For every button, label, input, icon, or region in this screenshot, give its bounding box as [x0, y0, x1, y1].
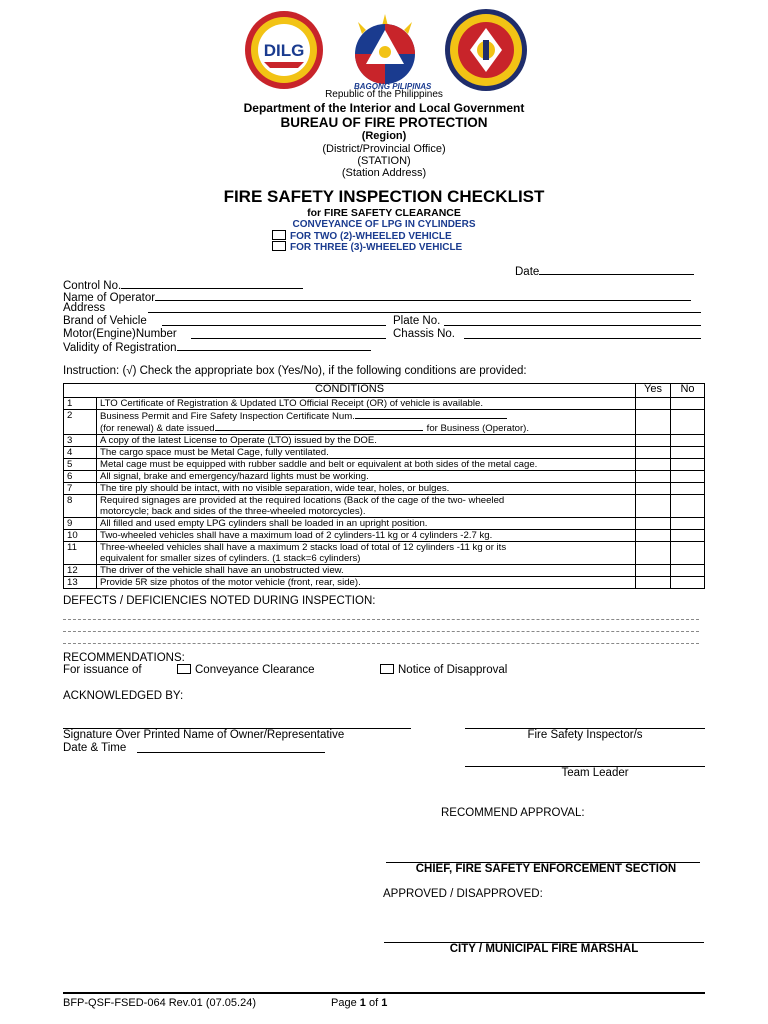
condition-line: LTO Certificate of Registration & Updated LTO Official Receipt (OR) of vehicle is available. — [100, 398, 484, 409]
condition-line: Three-wheeled vehicles shall have a maximum 2 stacks load of total of 12 cylinders -11 kg or its — [100, 542, 507, 553]
date-issued-blank[interactable] — [215, 422, 423, 431]
table-row — [64, 435, 705, 447]
form-subtitle: for FIRE SAFETY CLEARANCE — [307, 207, 461, 219]
date-time-label: Date & Time — [63, 742, 127, 754]
condition-text — [97, 577, 636, 589]
no-checkbox-cell[interactable] — [671, 577, 705, 589]
table-row — [64, 577, 705, 589]
table-row — [64, 471, 705, 483]
fsic-number-blank[interactable] — [355, 410, 507, 419]
condition-line: Provide 5R size photos of the motor vehicle (front, rear, side). — [100, 577, 361, 588]
condition-text — [97, 530, 636, 542]
condition-text — [97, 483, 636, 495]
chief-label: CHIEF, FIRE SAFETY ENFORCEMENT SECTION — [415, 863, 677, 875]
district-text: (District/Provincial Office) — [322, 143, 446, 155]
plate-label: Plate No. — [393, 315, 441, 327]
operator-label: Name of Operator — [63, 292, 156, 304]
no-checkbox-cell[interactable] — [671, 542, 705, 565]
validity-field[interactable] — [63, 340, 371, 354]
yes-checkbox-cell[interactable] — [636, 530, 671, 542]
defects-label: DEFECTS / DEFICIENCIES NOTED DURING INSPECTION: — [63, 595, 376, 607]
table-row — [64, 483, 705, 495]
condition-line: All signal, brake and emergency/hazard lights must be working. — [100, 471, 369, 482]
condition-text — [97, 471, 636, 483]
marshal-label: CITY / MUNICIPAL FIRE MARSHAL — [449, 943, 639, 955]
chassis-label: Chassis No. — [393, 328, 455, 340]
yes-checkbox-cell[interactable] — [636, 435, 671, 447]
table-row — [64, 495, 705, 518]
dilg-seal-icon — [238, 10, 330, 90]
disapproval-label: Notice of Disapproval — [398, 664, 508, 676]
bureau-text: BUREAU OF FIRE PROTECTION — [280, 115, 488, 130]
motor-label: Motor(Engine)Number — [63, 328, 177, 340]
condition-text — [97, 435, 636, 447]
yes-checkbox-cell[interactable] — [636, 471, 671, 483]
yes-checkbox-cell[interactable] — [636, 577, 671, 589]
owner-signature-label: Signature Over Printed Name of Owner/Representative — [63, 729, 345, 741]
department-text: Department of the Interior and Local Government — [243, 101, 525, 115]
inspector-label: Fire Safety Inspector/s — [527, 729, 643, 741]
condition-text — [97, 398, 636, 410]
condition-text — [97, 447, 636, 459]
condition-number: 7 — [64, 483, 97, 495]
no-checkbox-cell[interactable] — [671, 410, 705, 435]
condition-number: 4 — [64, 447, 97, 459]
condition-number: 1 — [64, 398, 97, 410]
form-code: BFP-QSF-FSED-064 Rev.01 (07.05.24) — [63, 997, 256, 1009]
condition-line: Required signages are provided at the required locations (Back of the cage of the two- wheeled — [100, 495, 505, 506]
option-conveyance-clearance — [177, 664, 315, 676]
condition-line: Business Permit and Fire Safety Inspection Certificate Num. — [100, 411, 355, 422]
approved-label: APPROVED / DISAPPROVED: — [383, 888, 543, 900]
republic-text: Republic of the Philippines — [325, 89, 443, 100]
condition-number: 10 — [64, 530, 97, 542]
no-checkbox-cell[interactable] — [671, 565, 705, 577]
no-checkbox-cell[interactable] — [671, 483, 705, 495]
condition-text — [97, 565, 636, 577]
clearance-checkbox[interactable] — [177, 664, 191, 674]
table-row — [64, 518, 705, 530]
no-checkbox-cell[interactable] — [671, 459, 705, 471]
condition-number: 12 — [64, 565, 97, 577]
bagong-pilipinas-text: BAGONG PILIPINAS — [354, 82, 432, 91]
condition-line: All filled and used empty LPG cylinders shall be loaded in an upright position. — [100, 518, 428, 529]
motor-field[interactable] — [63, 328, 177, 340]
condition-text — [97, 495, 636, 518]
conditions-header: CONDITIONS — [64, 384, 636, 398]
no-checkbox-cell[interactable] — [671, 398, 705, 410]
chassis-field[interactable] — [393, 328, 455, 340]
yes-checkbox-cell[interactable] — [636, 542, 671, 565]
recommendations-label: RECOMMENDATIONS: — [63, 652, 185, 664]
table-row — [64, 447, 705, 459]
condition-number: 6 — [64, 471, 97, 483]
yes-checkbox-cell[interactable] — [636, 495, 671, 518]
instruction-text: Instruction: (√) Check the appropriate box (Yes/No), if the following conditions are provided: — [63, 365, 527, 377]
condition-number: 11 — [64, 542, 97, 565]
plate-field[interactable] — [393, 315, 440, 327]
table-header-row — [64, 384, 705, 398]
no-checkbox-cell[interactable] — [671, 495, 705, 518]
no-checkbox-cell[interactable] — [671, 447, 705, 459]
table-row — [64, 398, 705, 410]
table-row — [64, 565, 705, 577]
three-wheeled-checkbox[interactable] — [272, 241, 286, 251]
clearance-label: Conveyance Clearance — [195, 664, 315, 676]
yes-checkbox-cell[interactable] — [636, 398, 671, 410]
condition-line: motorcycle; back and sides of the three-wheeled motorcycles). — [100, 506, 366, 517]
condition-number: 8 — [64, 495, 97, 518]
no-checkbox-cell[interactable] — [671, 518, 705, 530]
control-no-label: Control No. — [63, 280, 122, 292]
condition-text — [97, 542, 636, 565]
yes-checkbox-cell[interactable] — [636, 447, 671, 459]
condition-number: 3 — [64, 435, 97, 447]
defects-line-1[interactable] — [63, 619, 699, 620]
table-row — [64, 530, 705, 542]
dilg-text: DILG — [263, 41, 305, 60]
table-row — [64, 542, 705, 565]
yes-checkbox-cell[interactable] — [636, 483, 671, 495]
station-text: (STATION) — [357, 155, 411, 167]
condition-line: The driver of the vehicle shall have an unobstructed view. — [100, 565, 344, 576]
page-of: of — [368, 997, 379, 1009]
date-field[interactable] — [515, 264, 694, 278]
condition-text — [97, 518, 636, 530]
table-row — [64, 410, 705, 435]
team-leader-label: Team Leader — [561, 767, 629, 779]
validity-label: Validity of Registration — [63, 342, 177, 354]
yes-checkbox-cell[interactable] — [636, 565, 671, 577]
address-label: Address — [63, 302, 106, 314]
form-title: FIRE SAFETY INSPECTION CHECKLIST — [223, 187, 545, 206]
for-issuance-label: For issuance of — [63, 664, 142, 676]
condition-line: The tire ply should be intact, with no visible separation, wide tear, holes, or bulges. — [100, 483, 450, 494]
no-header: No — [671, 384, 705, 398]
condition-text — [97, 459, 636, 471]
option-three-wheeled — [272, 241, 462, 253]
brand-field[interactable] — [63, 315, 147, 327]
address-field[interactable] — [63, 302, 105, 314]
page-current: 1 — [359, 997, 366, 1009]
conditions-table — [63, 383, 705, 589]
condition-text — [97, 410, 636, 435]
condition-line: Metal cage must be equipped with rubber saddle and belt or equivalent at both sides of the metal cage. — [100, 459, 538, 470]
no-checkbox-cell[interactable] — [671, 530, 705, 542]
station-address-text: (Station Address) — [341, 167, 427, 179]
option-two-label: FOR TWO (2)-WHEELED VEHICLE — [290, 231, 452, 242]
date-label: Date — [515, 266, 540, 278]
conveyance-subtitle: CONVEYANCE OF LPG IN CYLINDERS — [292, 219, 476, 230]
page-number — [331, 997, 387, 1009]
yes-header: Yes — [636, 384, 671, 398]
condition-line: A copy of the latest License to Operate (LTO) issued by the DOE. — [100, 435, 377, 446]
two-wheeled-checkbox[interactable] — [272, 230, 286, 240]
condition-line: The cargo space must be Metal Cage, fully ventilated. — [100, 447, 329, 458]
recommend-approval-label: RECOMMEND APPROVAL: — [441, 807, 585, 819]
option-notice-disapproval — [380, 664, 507, 676]
yes-checkbox-cell[interactable] — [636, 518, 671, 530]
condition-number: 5 — [64, 459, 97, 471]
bagong-pilipinas-logo-icon — [344, 8, 426, 92]
defects-line-2[interactable] — [63, 631, 699, 632]
condition-number: 13 — [64, 577, 97, 589]
region-text: (Region) — [361, 130, 407, 142]
yes-checkbox-cell[interactable] — [636, 410, 671, 435]
page-prefix: Page — [331, 997, 357, 1009]
table-row — [64, 459, 705, 471]
date-time-field[interactable] — [63, 742, 126, 754]
footer-rule — [63, 992, 705, 994]
no-checkbox-cell[interactable] — [671, 471, 705, 483]
bfp-seal-icon — [440, 8, 532, 92]
defects-line-3[interactable] — [63, 643, 699, 644]
page-total: 1 — [381, 997, 388, 1009]
disapproval-checkbox[interactable] — [380, 664, 394, 674]
condition-line: for Business (Operator). — [426, 423, 530, 434]
condition-number: 9 — [64, 518, 97, 530]
condition-line: (for renewal) & date issued — [100, 423, 215, 434]
condition-line: Two-wheeled vehicles shall have a maximum load of 2 cylinders-11 kg or 4 cylinders -2.7 kg. — [100, 530, 493, 541]
brand-label: Brand of Vehicle — [63, 315, 147, 327]
no-checkbox-cell[interactable] — [671, 435, 705, 447]
yes-checkbox-cell[interactable] — [636, 459, 671, 471]
condition-line: equivalent for smaller sizes of cylinders. (1 stack=6 cylinders) — [100, 553, 361, 564]
acknowledged-label: ACKNOWLEDGED BY: — [63, 690, 184, 702]
condition-number: 2 — [64, 410, 97, 435]
option-three-label: FOR THREE (3)-WHEELED VEHICLE — [290, 242, 463, 253]
